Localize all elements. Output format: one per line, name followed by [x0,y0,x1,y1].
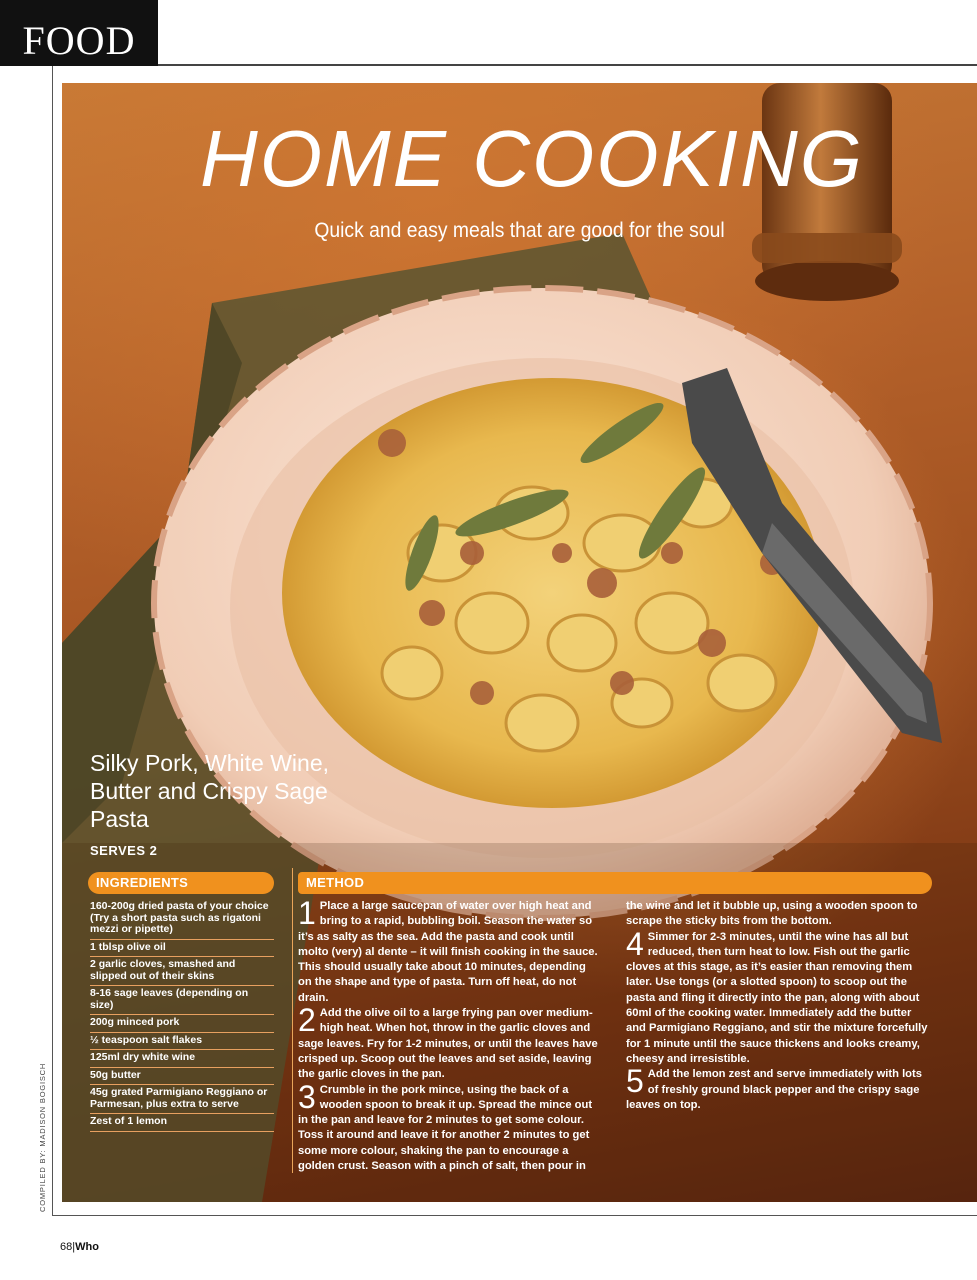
ingredient-item: 125ml dry white wine [90,1050,274,1068]
method-step [626,925,930,1068]
ingredient-item: 200g minced pork [90,1015,274,1033]
column-divider [292,868,293,1173]
ingredients-list [90,899,274,1132]
step-number: 5 [626,1063,644,1100]
method-step [626,1063,930,1113]
step-text: Add the olive oil to a large frying pan over medium-high heat. When hot, throw in the garlic cloves and sage leaves. Fry for 1-2 minutes, or until the leaves have crisped up. Scoop out the leaves and set aside, leaving the garlic cloves in the pan. [298,1007,598,1081]
page-folio [60,1241,99,1253]
ingredient-item: 45g grated Parmigiano Reggiano or Parmesan, plus extra to serve [90,1085,274,1114]
step-number: 4 [626,925,644,962]
page-number: 68 [60,1241,73,1253]
left-margin-rule [52,66,53,1216]
step-text: Simmer for 2-3 minutes, until the wine has all but reduced, then turn heat to low. Fish out the garlic cloves at this stage, as it’s easier than removing them later. Use tongs (or a slotted spoon) to scoop out the pasta and fling it directly into the pan, along with about 60ml of the cooking water. Immediately add the butter and Parmigiano Reggiano, and stir the mixture forcefully for 1 minute until the sauce thickens and looks creamy, cheesy and irresistible. [626,930,928,1065]
photo-credit: COMPILED BY: MADISON BOGISCH [38,1062,47,1212]
method-text [298,895,930,1189]
folio-separator: | [72,1241,76,1253]
step-number: 2 [298,1002,316,1039]
step-text: Add the lemon zest and serve immediately with lots of freshly ground black pepper and the crispy sage leaves on top. [626,1068,922,1111]
step-number: 3 [298,1078,316,1115]
step-text: Place a large saucepan of water over high heat and bring to a rapid, bubbling boil. Season the water so it’s as salty as the sea. Add the pasta and cook until molto (very) al dente – it will finish cooking in the sauce. This should usually take about 10 minutes, depending on the shape and type of pasta. Turn off heat, do not drain. [298,900,598,1004]
headline: HOME COOKING [199,114,865,203]
ingredient-item: 1 tblsp olive oil [90,940,274,958]
ingredient-item: Zest of 1 lemon [90,1114,274,1132]
serves-label: SERVES 2 [90,843,158,858]
hero-photo [62,83,977,1202]
ingredient-item: 50g butter [90,1068,274,1086]
standfirst: Quick and easy meals that are good for the soul [314,219,725,242]
ingredient-item: 2 garlic cloves, smashed and slipped out of their skins [90,957,274,986]
section-label: FOOD [0,0,158,66]
method-step [298,895,602,1006]
bottom-rule [52,1215,977,1216]
step-number: 1 [298,895,316,931]
ingredient-item: 160-200g dried pasta of your choice (Try a short pasta such as rigatoni mezzi or pipette) [90,899,274,940]
ingredient-item: ½ teaspoon salt flakes [90,1033,274,1051]
step-text: Crumble in the pork mince, using the back of a wooden spoon to break it up. Spread the mince out in the pan and leave for 2 minutes to get some colour. Toss it around and leave it for another 2 minutes to get some more colour, shaking the pan to encourage a golden crust. Season with a pinch of salt, then pour in the wine and let it bubble up, using a wooden spoon to scrape the sticky bits from the bottom. [298,900,918,1173]
method-step [298,1002,602,1082]
magazine-name: Who [75,1241,99,1253]
recipe-title: Silky Pork, White Wine, Butter and Crispy Sage Pasta [90,750,329,832]
header-rule [158,64,977,66]
ingredient-item: 8-16 sage leaves (depending on size) [90,986,274,1015]
method-heading: METHOD [298,872,932,894]
ingredients-heading: INGREDIENTS [88,872,274,894]
